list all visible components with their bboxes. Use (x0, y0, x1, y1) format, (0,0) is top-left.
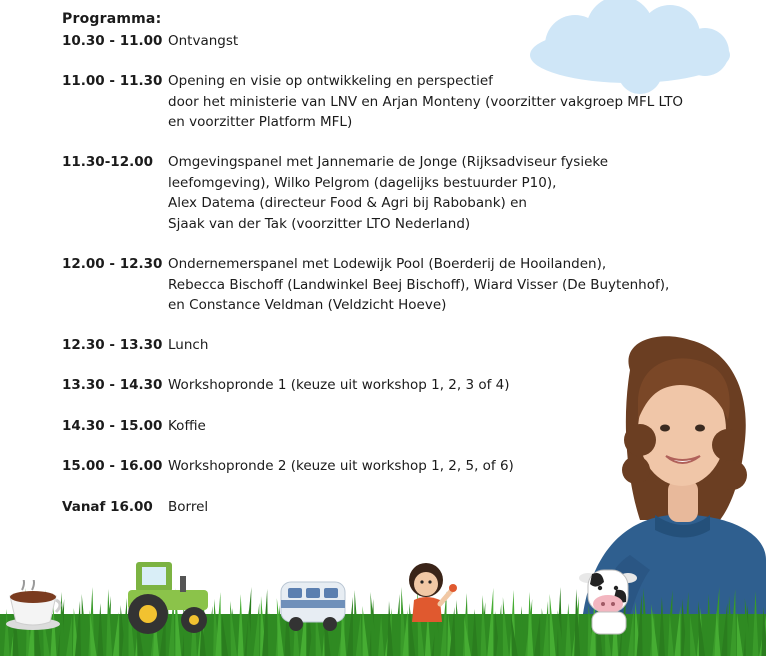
description-line: Workshopronde 1 (keuze uit workshop 1, 2, 3 of 4) (168, 377, 510, 393)
description-line: Rebecca Bischoff (Landwinkel Beej Bischoff), Wiard Visser (De Buytenhof), (168, 276, 670, 293)
description-line: Opening en visie op ontwikkeling en perspectief (168, 73, 493, 89)
programme-description (168, 456, 514, 477)
programme-time: 10.30 - 11.00 (62, 33, 163, 49)
grass-border (0, 574, 766, 656)
coffee-cup-icon (4, 580, 62, 632)
van-icon (278, 578, 348, 634)
programme-description (168, 152, 608, 234)
programme-time: 11.30-12.00 (62, 154, 154, 170)
description-line: Lunch (168, 337, 209, 353)
programme-time: 12.30 - 13.30 (62, 337, 163, 353)
description-line: Alex Datema (directeur Food & Agri bij Rabobank) en (168, 195, 527, 211)
programme-time: 11.00 - 11.30 (62, 73, 163, 89)
description-line: Sjaak van der Tak (voorzitter LTO Nederland) (168, 215, 471, 232)
cow-icon (574, 560, 644, 636)
programme-time: 14.30 - 15.00 (62, 418, 163, 434)
programme-time: 12.00 - 12.30 (62, 256, 163, 272)
programme-description (168, 375, 510, 396)
programme-time: Vanaf 16.00 (62, 499, 153, 515)
programme-description (168, 497, 208, 518)
programme-time: 13.30 - 14.30 (62, 377, 163, 393)
tractor-icon (120, 558, 212, 636)
programme-description (168, 254, 669, 316)
description-line: Workshopronde 2 (keuze uit workshop 1, 2, 5, of 6) (168, 458, 514, 474)
child-icon (400, 560, 460, 630)
description-line: Ondernemerspanel met Lodewijk Pool (Boerderij de Hooilanden), (168, 256, 607, 272)
programme-description (168, 71, 683, 133)
programme-description (168, 416, 206, 437)
programme-description (168, 335, 208, 356)
description-line: en Constance Veldman (Veldzicht Hoeve) (168, 297, 447, 313)
description-line: en voorzitter Platform MFL) (168, 114, 353, 130)
description-line: door het ministerie van LNV en Arjan Monteny (voorzitter vakgroep MFL LTO (168, 93, 684, 110)
description-line: Borrel (168, 499, 209, 515)
description-line: Koffie (168, 418, 206, 434)
description-line: leefomgeving), Wilko Pelgrom (dagelijks bestuurder P10), (168, 174, 557, 191)
description-line: Ontvangst (168, 33, 239, 49)
description-line: Omgevingspanel met Jannemarie de Jonge (Rijksadviseur fysieke (168, 154, 609, 170)
programme-time: 15.00 - 16.00 (62, 458, 163, 474)
programme-heading: Programma: (62, 11, 162, 27)
programme-description (168, 31, 238, 52)
